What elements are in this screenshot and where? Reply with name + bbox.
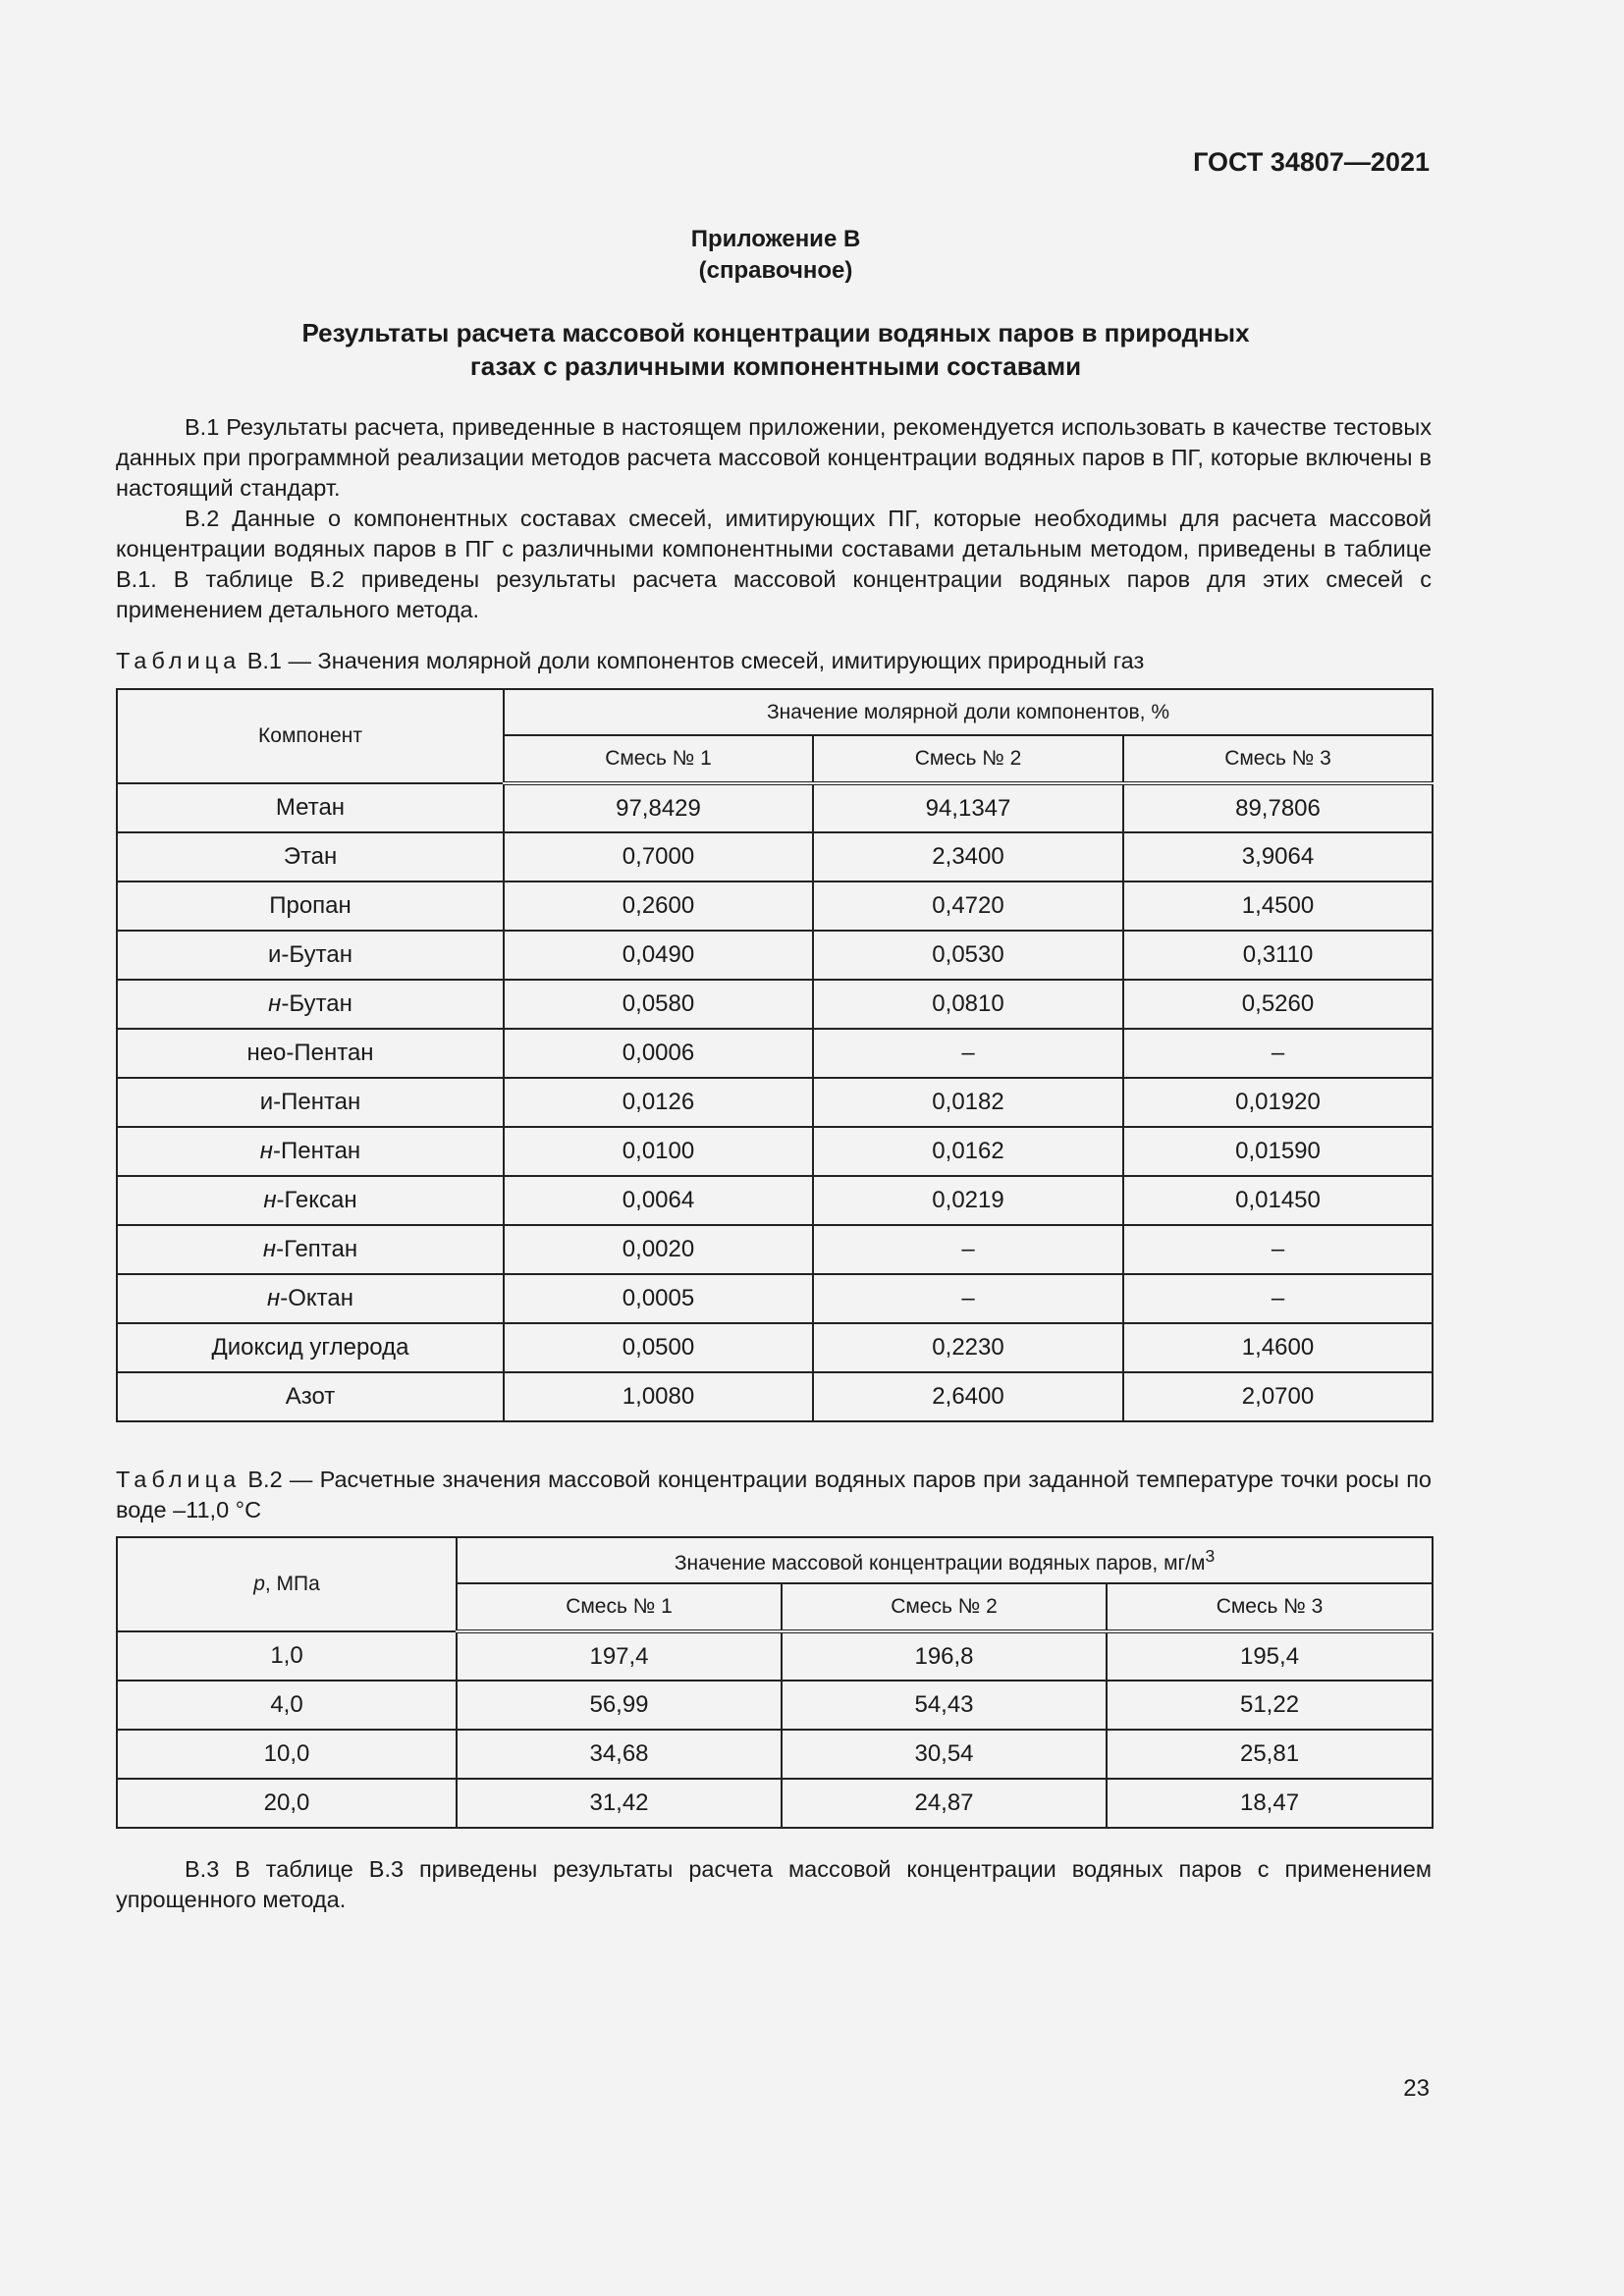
- concentration-cell: 197,4: [457, 1631, 782, 1681]
- table-row: [117, 783, 1433, 832]
- concentration-cell: 196,8: [782, 1631, 1107, 1681]
- table-row: [117, 1127, 1433, 1176]
- isomer-prefix: н: [267, 1285, 281, 1311]
- mole-fraction-cell: 0,0100: [504, 1127, 813, 1176]
- component-name: [117, 1176, 504, 1225]
- concentration-cell: 34,68: [457, 1730, 782, 1779]
- component-label: -Бутан: [281, 990, 352, 1017]
- mole-fraction-cell: 3,9064: [1123, 832, 1433, 881]
- page-number: 23: [1403, 2075, 1430, 2102]
- pressure-cell: 4,0: [117, 1681, 457, 1730]
- annex-heading: [0, 224, 1551, 287]
- component-label: и-Бутан: [268, 941, 352, 968]
- table-row: [117, 1225, 1433, 1274]
- component-label: Этан: [283, 843, 338, 870]
- table-b2-header-group-sup: 3: [1205, 1545, 1216, 1566]
- mole-fraction-cell: 0,4720: [813, 881, 1123, 931]
- mole-fraction-cell: 2,6400: [813, 1372, 1123, 1421]
- mole-fraction-cell: 0,0500: [504, 1323, 813, 1372]
- table-row: [117, 1274, 1433, 1323]
- component-label: Азот: [285, 1383, 336, 1410]
- table-b1-caption: [116, 646, 1432, 676]
- table-b2-header-mix-2: Смесь № 2: [782, 1583, 1107, 1631]
- mole-fraction-cell: 1,4500: [1123, 881, 1433, 931]
- table-b2-caption-word: Таблица: [116, 1467, 242, 1492]
- component-label: Пропан: [269, 892, 352, 919]
- mole-fraction-cell: 0,5260: [1123, 980, 1433, 1029]
- concentration-cell: 31,42: [457, 1779, 782, 1828]
- concentration-cell: 18,47: [1107, 1779, 1433, 1828]
- concentration-cell: 195,4: [1107, 1631, 1433, 1681]
- table-row: [117, 1323, 1433, 1372]
- table-b2-caption-text: В.2 — Расчетные значения массовой концентрации водяных паров при заданной температуре точки росы по воде –11,0 °С: [116, 1467, 1433, 1522]
- component-label: -Гептан: [276, 1236, 358, 1262]
- paragraph-b3: В.3 В таблице В.3 приведены результаты расчета массовой концентрации водяных паров с применением упрощенного метода.: [116, 1856, 1432, 1912]
- mole-fraction-cell: 0,0490: [504, 931, 813, 980]
- table-b2-caption: [116, 1465, 1432, 1525]
- annex-kind: (справочное): [698, 257, 853, 284]
- mole-fraction-cell: 89,7806: [1123, 783, 1433, 832]
- mole-fraction-cell: 94,1347: [813, 783, 1123, 832]
- component-label: Метан: [275, 794, 346, 821]
- component-name: [117, 1225, 504, 1274]
- isomer-prefix: н: [263, 1187, 277, 1213]
- table-b2-header-pressure: [117, 1537, 457, 1631]
- paragraph-b2: В.2 Данные о компонентных составах смесей, имитирующих ПГ, которые необходимы для расчета массовой концентрации водяных паров в ПГ с различными компонентными составами детальным методом, приведены в таблице В.1. В таблице В.2 приведены результаты расчета массовой концентрации водяных паров для этих смесей с применением детального метода.: [116, 506, 1432, 622]
- component-name: [117, 1372, 504, 1421]
- table-row: [117, 1779, 1433, 1828]
- concentration-cell: 24,87: [782, 1779, 1107, 1828]
- component-name: [117, 832, 504, 881]
- pressure-symbol: p: [253, 1573, 265, 1595]
- paragraph-b1: В.1 Результаты расчета, приведенные в настоящем приложении, рекомендуется использовать в качестве тестовых данных при программной реализации методов расчета массовой концентрации водяных паров в ПГ, которые включены в настоящий стандарт.: [116, 414, 1432, 501]
- table-b2-header-mix-1: Смесь № 1: [457, 1583, 782, 1631]
- concentration-cell: 51,22: [1107, 1681, 1433, 1730]
- table-b1-header-mix-3: Смесь № 3: [1123, 735, 1433, 783]
- annex-title: Приложение В: [690, 226, 861, 252]
- table-row: [117, 1176, 1433, 1225]
- table-row: [117, 1029, 1433, 1078]
- concentration-cell: 56,99: [457, 1681, 782, 1730]
- table-b1-header-component: Компонент: [117, 689, 504, 783]
- table-b1-caption-text: В.1 — Значения молярной доли компонентов смесей, имитирующих природный газ: [246, 648, 1145, 673]
- mole-fraction-cell: –: [813, 1274, 1123, 1323]
- mole-fraction-cell: –: [813, 1029, 1123, 1078]
- document-title-line-1: Результаты расчета массовой концентрации водяных паров в природных: [301, 318, 1250, 347]
- mole-fraction-cell: –: [813, 1225, 1123, 1274]
- mole-fraction-cell: –: [1123, 1225, 1433, 1274]
- isomer-prefix: н: [262, 1236, 277, 1262]
- table-row: [117, 1078, 1433, 1127]
- mole-fraction-cell: 0,3110: [1123, 931, 1433, 980]
- table-b1-header-mix-2: Смесь № 2: [813, 735, 1123, 783]
- component-name: [117, 1323, 504, 1372]
- concentration-cell: 30,54: [782, 1730, 1107, 1779]
- table-row: [117, 1372, 1433, 1421]
- table-row: [117, 980, 1433, 1029]
- mole-fraction-cell: 0,01450: [1123, 1176, 1433, 1225]
- table-b1-header-group: Значение молярной доли компонентов, %: [504, 689, 1433, 735]
- mole-fraction-cell: 0,7000: [504, 832, 813, 881]
- table-b2-header-mix-3: Смесь № 3: [1107, 1583, 1433, 1631]
- table-row: [117, 1631, 1433, 1681]
- mole-fraction-cell: 0,0162: [813, 1127, 1123, 1176]
- pressure-cell: 20,0: [117, 1779, 457, 1828]
- table-row: [117, 1730, 1433, 1779]
- table-row: [117, 832, 1433, 881]
- table-b1: [116, 688, 1434, 1422]
- mole-fraction-cell: 0,0182: [813, 1078, 1123, 1127]
- mole-fraction-cell: 2,0700: [1123, 1372, 1433, 1421]
- mole-fraction-cell: 0,0064: [504, 1176, 813, 1225]
- table-b2: [116, 1536, 1434, 1829]
- mole-fraction-cell: 0,01920: [1123, 1078, 1433, 1127]
- table-row: [117, 931, 1433, 980]
- isomer-prefix: н: [259, 1138, 274, 1164]
- component-name: [117, 931, 504, 980]
- component-name: [117, 1274, 504, 1323]
- mole-fraction-cell: 2,3400: [813, 832, 1123, 881]
- component-name: [117, 1078, 504, 1127]
- pressure-unit: , МПа: [264, 1573, 320, 1595]
- component-label: -Пентан: [273, 1138, 361, 1164]
- mole-fraction-cell: 0,0580: [504, 980, 813, 1029]
- mole-fraction-cell: 97,8429: [504, 783, 813, 832]
- document-title-line-2: газах с различными компонентными составами: [469, 351, 1082, 381]
- table-b1-caption-word: Таблица: [116, 648, 242, 673]
- component-name: [117, 980, 504, 1029]
- component-name: [117, 881, 504, 931]
- standard-number: ГОСТ 34807—2021: [1193, 147, 1430, 177]
- mole-fraction-cell: –: [1123, 1274, 1433, 1323]
- component-label: -Гексан: [276, 1187, 357, 1213]
- mole-fraction-cell: 0,0020: [504, 1225, 813, 1274]
- mole-fraction-cell: 0,2600: [504, 881, 813, 931]
- mole-fraction-cell: 1,0080: [504, 1372, 813, 1421]
- mole-fraction-cell: 1,4600: [1123, 1323, 1433, 1372]
- table-b1-header-mix-1: Смесь № 1: [504, 735, 813, 783]
- mole-fraction-cell: 0,0810: [813, 980, 1123, 1029]
- mole-fraction-cell: 0,0530: [813, 931, 1123, 980]
- mole-fraction-cell: 0,0219: [813, 1176, 1123, 1225]
- pressure-cell: 1,0: [117, 1631, 457, 1681]
- mole-fraction-cell: 0,2230: [813, 1323, 1123, 1372]
- concentration-cell: 54,43: [782, 1681, 1107, 1730]
- component-label: -Октан: [280, 1285, 353, 1311]
- concentration-cell: 25,81: [1107, 1730, 1433, 1779]
- component-name: [117, 1029, 504, 1078]
- table-row: [117, 1681, 1433, 1730]
- component-name: [117, 783, 504, 832]
- component-label: нео-Пентан: [246, 1040, 374, 1066]
- component-label: и-Пентан: [259, 1089, 361, 1115]
- table-row: [117, 881, 1433, 931]
- mole-fraction-cell: 0,0005: [504, 1274, 813, 1323]
- table-b2-header-group: [457, 1537, 1433, 1583]
- mole-fraction-cell: 0,01590: [1123, 1127, 1433, 1176]
- table-b2-header-group-text: Значение массовой концентрации водяных паров, мг/м: [674, 1551, 1206, 1575]
- mole-fraction-cell: –: [1123, 1029, 1433, 1078]
- mole-fraction-cell: 0,0006: [504, 1029, 813, 1078]
- document-title: [0, 316, 1551, 383]
- isomer-prefix: н: [268, 990, 282, 1017]
- component-name: [117, 1127, 504, 1176]
- mole-fraction-cell: 0,0126: [504, 1078, 813, 1127]
- pressure-cell: 10,0: [117, 1730, 457, 1779]
- component-label: Диоксид углерода: [211, 1334, 409, 1361]
